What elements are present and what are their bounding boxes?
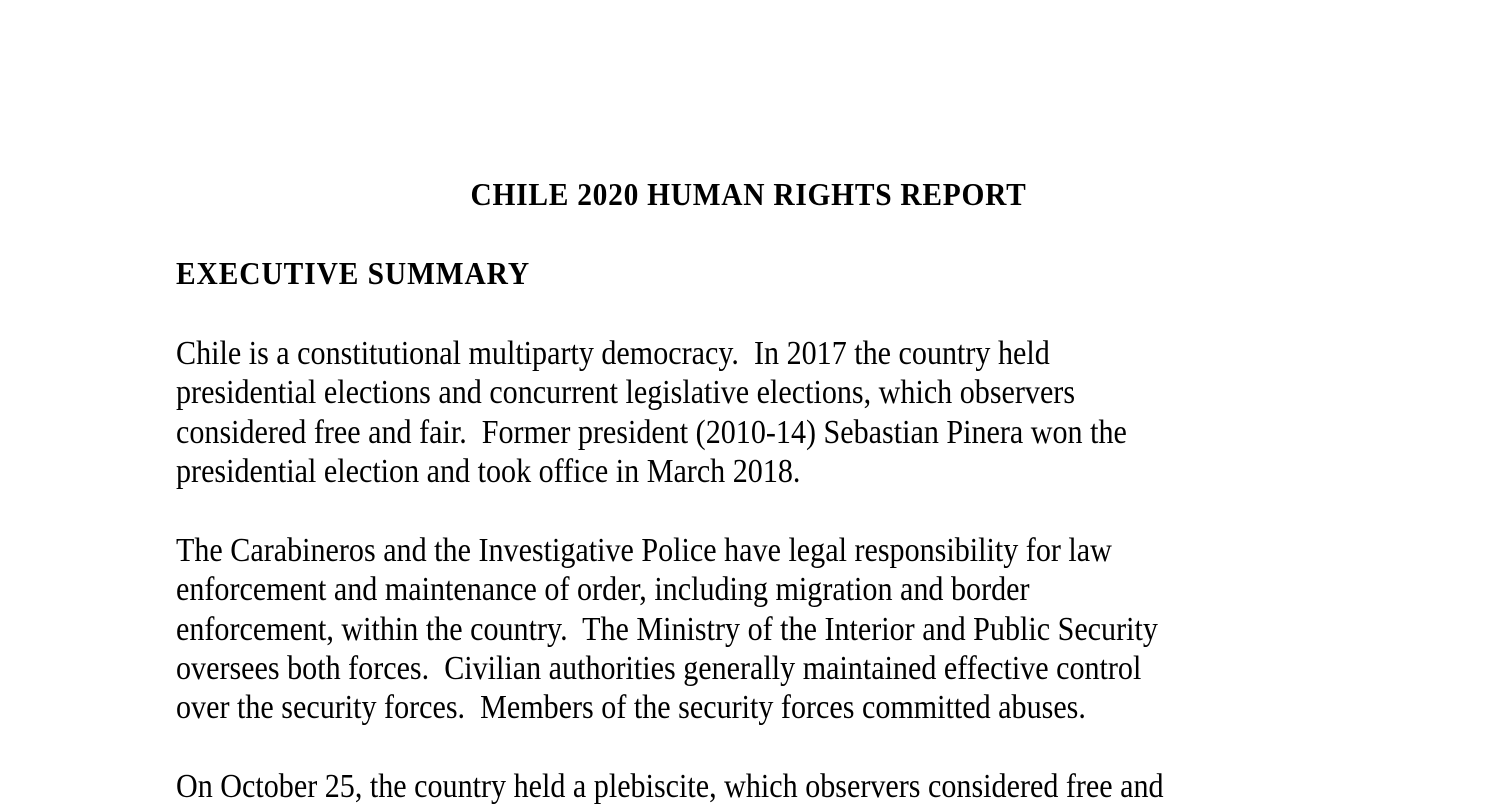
text-line: The Carabineros and the Investigative Police have legal responsibility for law [176, 532, 1112, 569]
text-line: presidential elections and concurrent legislative elections, which observers [176, 374, 1076, 412]
text-line: considered free and fair. Former president (2010-14) Sebastian Pinera won the [176, 413, 1127, 451]
text-line: On October 25, the country held a plebiscite, which observers considered free and [176, 768, 1164, 805]
paragraph-2 [176, 531, 1285, 727]
text-line: over the security forces. Members of the security forces committed abuses. [176, 689, 1086, 727]
text-line: enforcement, within the country. The Ministry of the Interior and Public Security [176, 610, 1158, 648]
section-heading: EXECUTIVE SUMMARY [176, 255, 530, 291]
text-line: oversees both forces. Civilian authorities generally maintained effective control [176, 649, 1142, 687]
paragraph-3 [176, 767, 1292, 806]
text-line: enforcement and maintenance of order, including migration and border [176, 571, 1030, 609]
document-title: CHILE 2020 HUMAN RIGHTS REPORT [470, 176, 1027, 212]
text-line: presidential election and took office in March 2018. [176, 452, 801, 490]
text-line: Chile is a constitutional multiparty democracy. In 2017 the country held [176, 335, 1050, 372]
paragraph-1 [176, 334, 1250, 491]
